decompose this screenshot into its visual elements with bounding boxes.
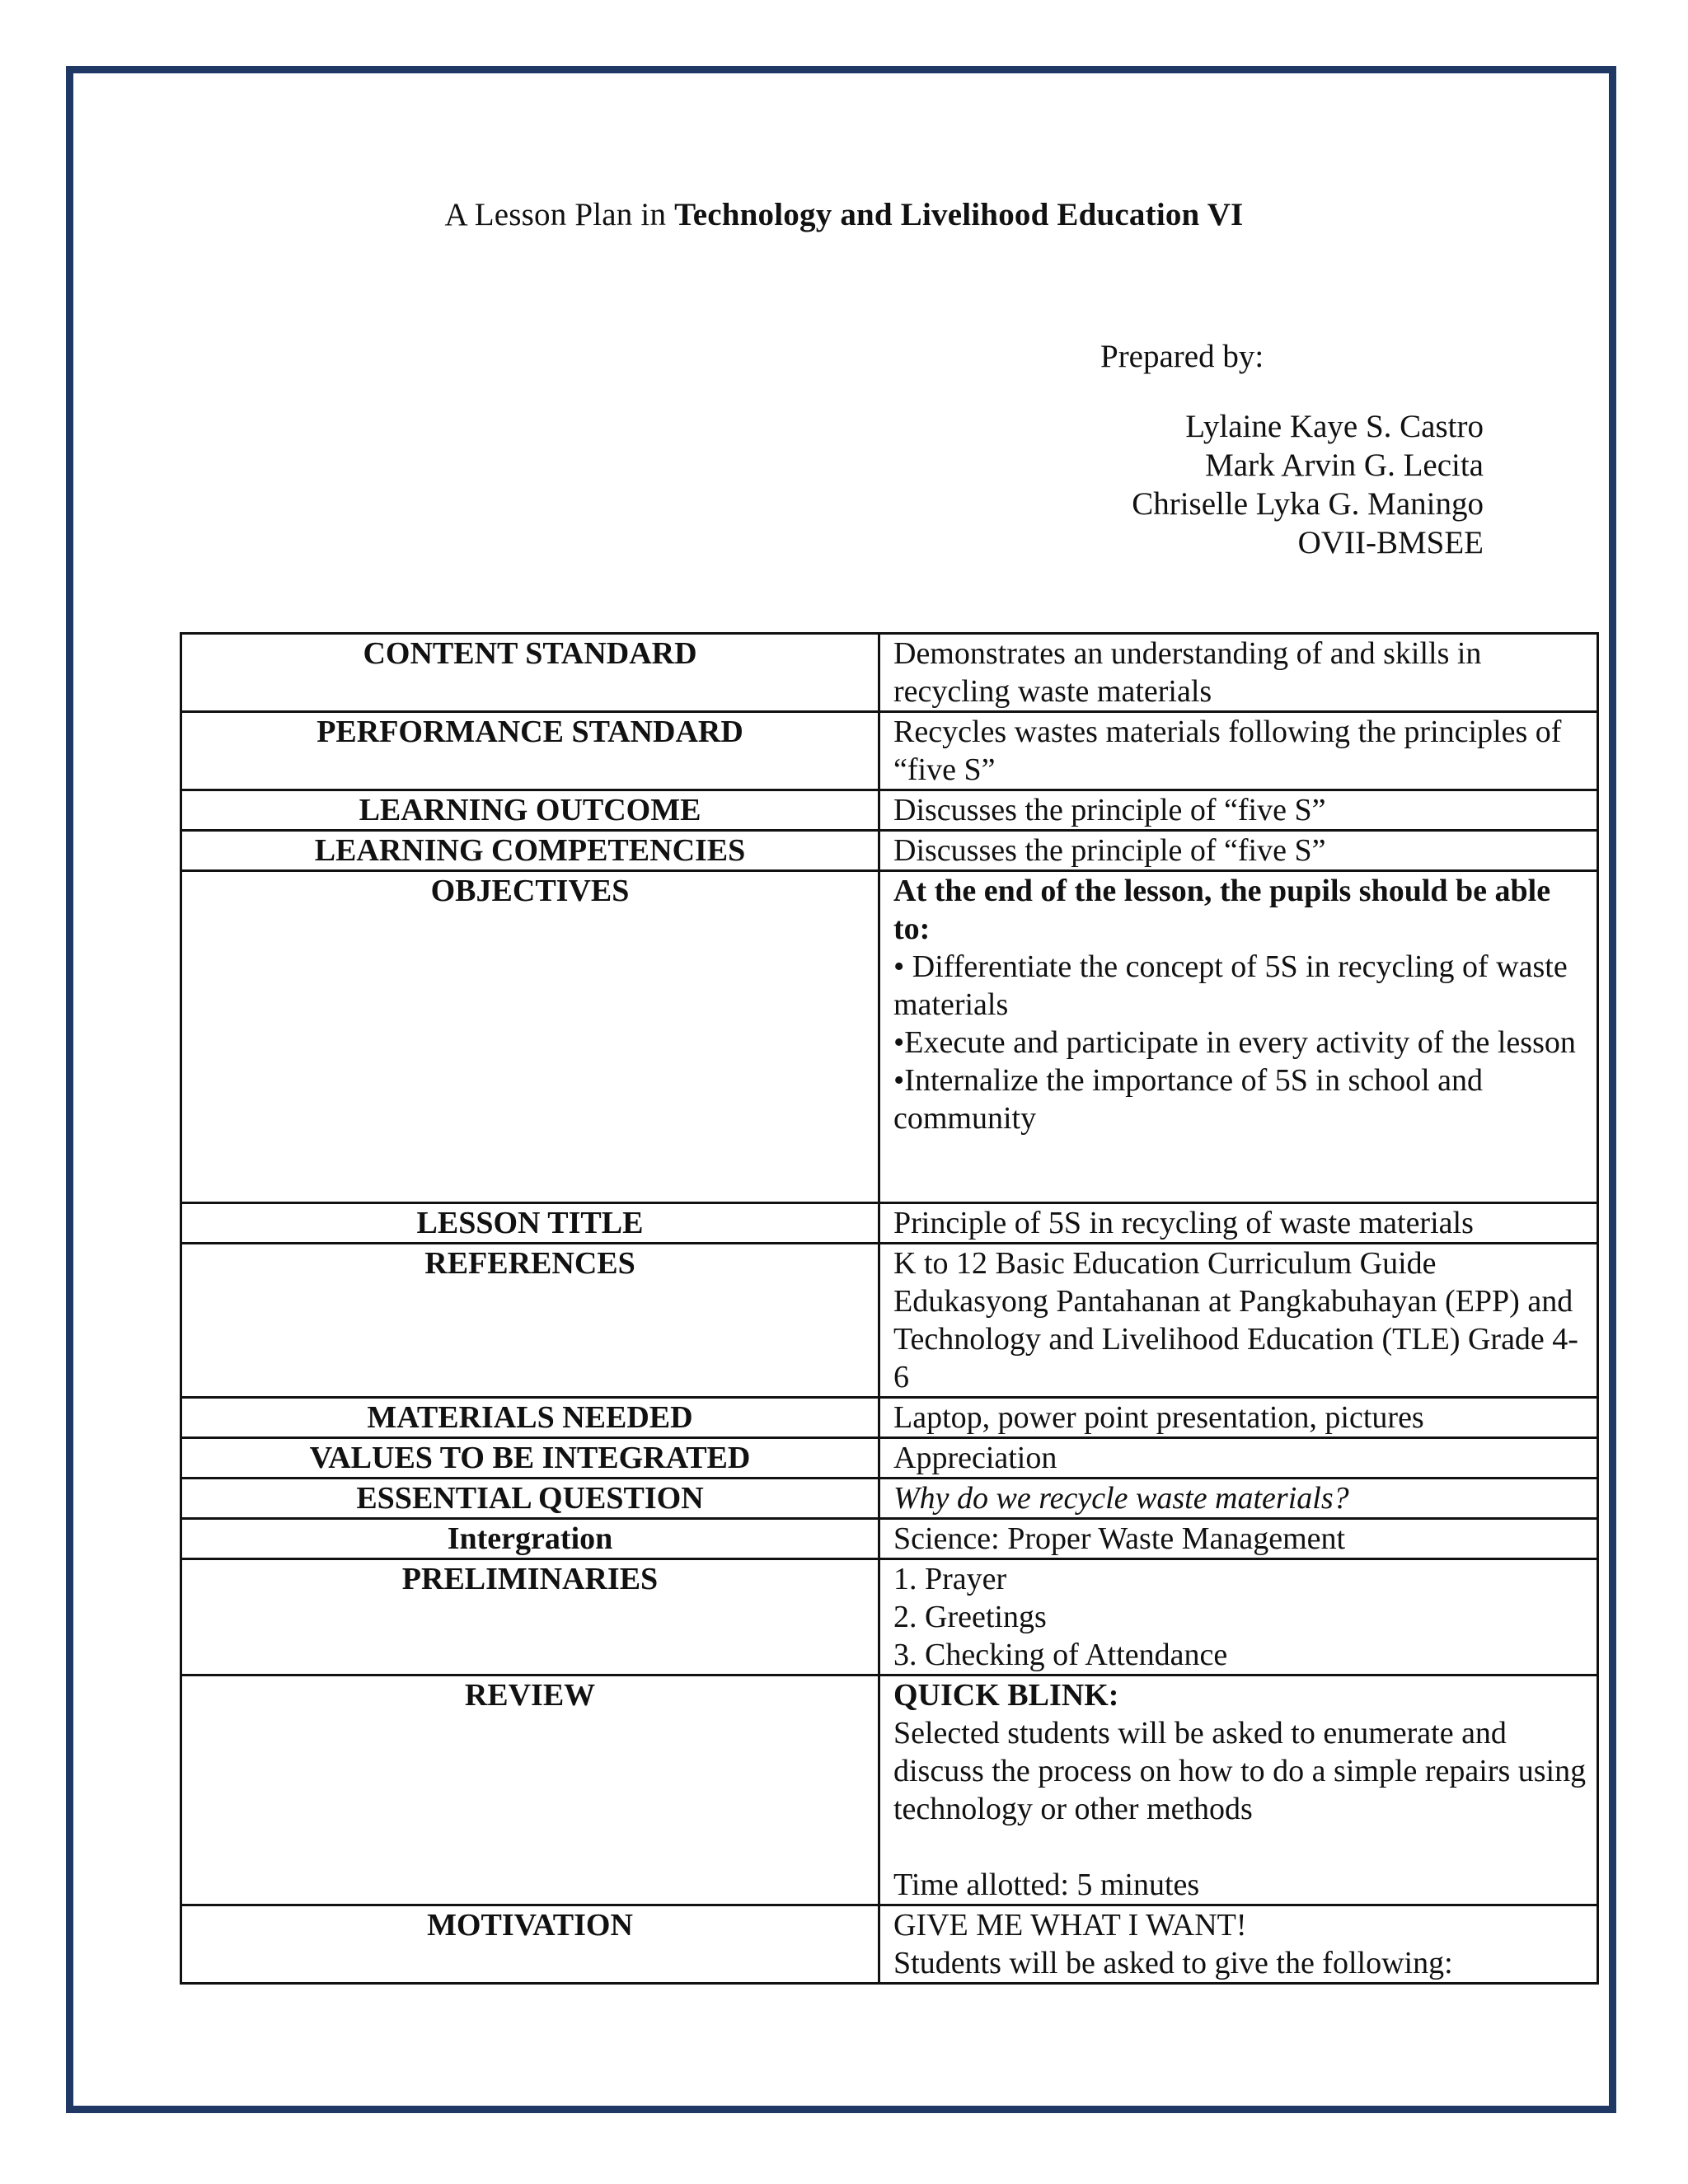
table-row xyxy=(181,1519,1598,1559)
author-name: Lylaine Kaye S. Castro xyxy=(1185,409,1484,444)
row-value: Why do we recycle waste materials? xyxy=(879,1479,1598,1519)
row-label: MATERIALS NEEDED xyxy=(181,1398,879,1438)
row-value: Demonstrates an understanding of and skills in recycling waste materials xyxy=(879,634,1598,712)
row-label: LEARNING COMPETENCIES xyxy=(181,831,879,871)
row-label: ESSENTIAL QUESTION xyxy=(181,1479,879,1519)
row-value: K to 12 Basic Education Curriculum Guide Edukasyong Pantahanan at Pangkabuhayan (EPP) and Technology and Livelihood Education (TLE) Grade 4-6 xyxy=(879,1244,1598,1398)
table-row xyxy=(181,1203,1598,1244)
prepared-by-label: Prepared by: xyxy=(1100,339,1264,374)
title-subject: Technology and Livelihood Education VI xyxy=(674,197,1244,232)
objective-item: •Execute and participate in every activity of the lesson xyxy=(893,1025,1576,1060)
row-value: Laptop, power point presentation, pictures xyxy=(879,1398,1598,1438)
author-name: Chriselle Lyka G. Maningo xyxy=(1132,486,1484,522)
row-label: VALUES TO BE INTEGRATED xyxy=(181,1438,879,1479)
table-row xyxy=(181,1479,1598,1519)
preliminary-item: 2. Greetings xyxy=(893,1600,1047,1634)
preliminary-item: 1. Prayer xyxy=(893,1562,1007,1596)
table-row xyxy=(181,1675,1598,1905)
review-text: Selected students will be asked to enumerate and discuss the process on how to do a simple repairs using technology or other methods xyxy=(893,1716,1587,1826)
title-prefix: A Lesson Plan in xyxy=(444,197,667,232)
table-row xyxy=(181,634,1598,712)
preliminary-item: 3. Checking of Attendance xyxy=(893,1638,1228,1672)
preliminaries-cell xyxy=(879,1559,1598,1675)
row-label: REVIEW xyxy=(181,1675,879,1905)
row-value: Science: Proper Waste Management xyxy=(879,1519,1598,1559)
motivation-cell xyxy=(879,1905,1598,1984)
table-row xyxy=(181,1905,1598,1984)
author-name: Mark Arvin G. Lecita xyxy=(1205,448,1484,483)
lesson-plan-table xyxy=(180,632,1599,1985)
review-heading: QUICK BLINK: xyxy=(893,1678,1119,1713)
author-list xyxy=(1132,407,1484,562)
motivation-text: Students will be asked to give the following: xyxy=(893,1946,1453,1980)
row-label: Intergration xyxy=(181,1519,879,1559)
review-cell xyxy=(879,1675,1598,1905)
review-time: Time allotted: 5 minutes xyxy=(893,1868,1200,1902)
document-title xyxy=(0,196,1688,233)
table-row xyxy=(181,712,1598,790)
row-label: LEARNING OUTCOME xyxy=(181,790,879,831)
row-value: Discusses the principle of “five S” xyxy=(879,831,1598,871)
row-value: Appreciation xyxy=(879,1438,1598,1479)
objective-item: • Differentiate the concept of 5S in recycling of waste materials xyxy=(893,949,1568,1022)
row-label: CONTENT STANDARD xyxy=(181,634,879,712)
table-row xyxy=(181,1244,1598,1398)
row-label: REFERENCES xyxy=(181,1244,879,1398)
row-label: OBJECTIVES xyxy=(181,871,879,1203)
row-label: PERFORMANCE STANDARD xyxy=(181,712,879,790)
table-row xyxy=(181,1438,1598,1479)
objectives-cell xyxy=(879,871,1598,1203)
table-row xyxy=(181,1398,1598,1438)
row-value: Principle of 5S in recycling of waste materials xyxy=(879,1203,1598,1244)
objectives-intro: At the end of the lesson, the pupils should be able to: xyxy=(893,874,1551,946)
row-label: MOTIVATION xyxy=(181,1905,879,1984)
author-section: OVII-BMSEE xyxy=(1297,525,1484,560)
row-value: Recycles wastes materials following the principles of “five S” xyxy=(879,712,1598,790)
table-row xyxy=(181,1559,1598,1675)
row-label: LESSON TITLE xyxy=(181,1203,879,1244)
spacer xyxy=(893,1828,1590,1866)
row-value: Discusses the principle of “five S” xyxy=(879,790,1598,831)
table-row xyxy=(181,871,1598,1203)
row-label: PRELIMINARIES xyxy=(181,1559,879,1675)
motivation-heading: GIVE ME WHAT I WANT! xyxy=(893,1908,1247,1943)
table-row xyxy=(181,831,1598,871)
objective-item: •Internalize the importance of 5S in school and community xyxy=(893,1063,1484,1136)
table-row xyxy=(181,790,1598,831)
